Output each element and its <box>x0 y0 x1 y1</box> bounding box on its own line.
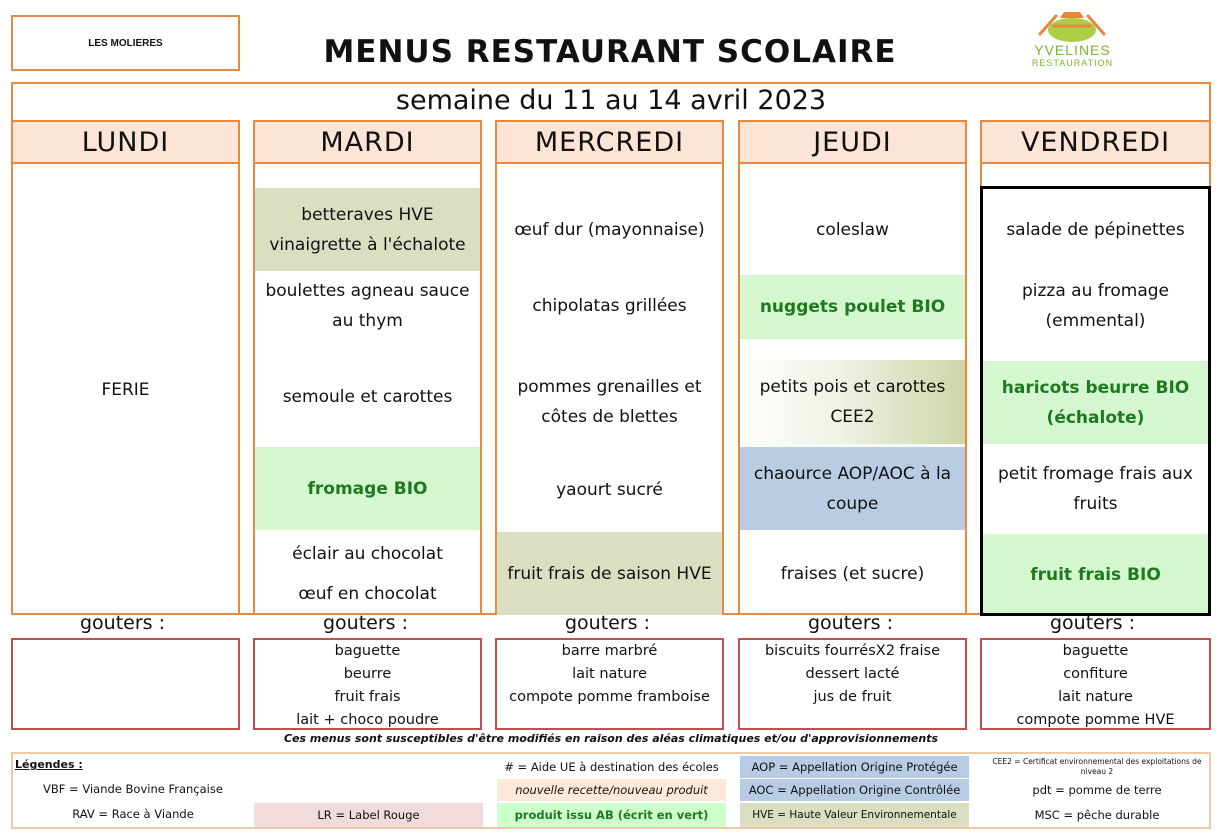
gouter-item: confiture <box>1063 666 1128 682</box>
menu-cell-cheese <box>255 447 480 530</box>
menu-cell-dessert <box>740 532 965 615</box>
logo <box>1010 8 1135 72</box>
menu-text: fruit frais BIO <box>1030 564 1161 585</box>
legend-ab: produit issu AB (écrit en vert) <box>497 803 726 827</box>
menu-cell-cheese <box>497 447 722 532</box>
legend-cee2: CEE2 = Certificat environnemental des exploitations de niveau 2 <box>992 757 1202 776</box>
menu-text: haricots beurre BIO <box>1001 377 1190 398</box>
menu-cell-main <box>497 271 722 341</box>
menu-text: vinaigrette à l'échalote <box>269 234 466 255</box>
menu-text: (échalote) <box>1046 407 1145 428</box>
legend-aop: AOP = Appellation Origine Protégée <box>740 756 969 778</box>
gouter-item: dessert lacté <box>805 666 900 682</box>
menu-text: (emmental) <box>1045 311 1146 331</box>
school-name: LES MOLIERES <box>88 37 163 49</box>
legend-lr: LR = Label Rouge <box>254 803 483 827</box>
menu-cell-main <box>255 271 480 341</box>
gouter-item: beurre <box>343 666 392 682</box>
menu-text: semoule et carottes <box>282 387 453 407</box>
menu-cell-side <box>255 347 480 447</box>
gouter-item: baguette <box>334 643 401 659</box>
logo-subtext: RESTAURATION <box>1031 58 1114 68</box>
week-label: semaine du 11 au 14 avril 2023 <box>395 85 827 116</box>
legend-msc: MSC = pêche durable <box>1034 808 1160 822</box>
menu-cell <box>13 164 238 615</box>
page-title: MENUS RESTAURANT SCOLAIRE <box>323 34 897 70</box>
menu-cell-starter <box>740 188 965 271</box>
legend-aide: # = Aide UE à destination des écoles <box>504 760 719 774</box>
menu-cell-dessert <box>255 532 480 615</box>
menu-text: FERIE <box>101 379 150 400</box>
menu-text: au thym <box>332 311 403 331</box>
day-header: VENDREDI <box>982 122 1209 164</box>
legend-vbf: VBF = Viande Bovine Française <box>43 782 223 796</box>
menu-text: fruit frais de saison HVE <box>507 563 712 584</box>
gouter-item: barre marbré <box>561 643 658 659</box>
legend-aoc: AOC = Appellation Origine Contrôlée <box>740 779 969 801</box>
gouter-item: compote pomme HVE <box>1016 712 1175 728</box>
menu-text: petit fromage frais aux <box>998 463 1193 484</box>
menu-text: fraises (et sucre) <box>780 563 925 584</box>
gouter-item: lait nature <box>572 666 647 682</box>
day-header: LUNDI <box>13 122 238 164</box>
logo-text: YVELINES <box>1034 42 1111 58</box>
day-column-mardi <box>253 120 482 615</box>
gouter-box-mardi <box>253 638 482 730</box>
legend-hve: HVE = Haute Valeur Environnementale <box>740 803 969 827</box>
legend-rav: RAV = Race à Viande <box>72 807 194 821</box>
legend-nouvelle: nouvelle recette/nouveau produit <box>497 779 726 801</box>
gouter-item: biscuits fourrésX2 fraise <box>764 643 941 659</box>
menu-cell-side <box>497 357 722 447</box>
gouter-item: jus de fruit <box>813 689 892 705</box>
menu-text: chaource AOP/AOC à la <box>753 463 952 484</box>
gouter-item: lait + choco poudre <box>296 712 439 728</box>
gouter-label-vendredi: gouters : <box>1050 612 1136 634</box>
menu-text: nuggets poulet BIO <box>759 297 946 317</box>
legend-pdt: pdt = pomme de terre <box>1032 783 1162 797</box>
gouter-label-mercredi: gouters : <box>565 612 651 634</box>
menu-text: petits pois et carottes <box>759 377 946 397</box>
menu-text: éclair au chocolat <box>292 543 443 564</box>
gouter-box-mercredi <box>495 638 724 730</box>
day-column-lundi <box>11 120 240 615</box>
menu-text: boulettes agneau sauce <box>265 281 470 301</box>
menu-text: CEE2 <box>830 407 875 427</box>
day-header: MERCREDI <box>497 122 722 164</box>
menu-cell-cheese <box>740 447 965 530</box>
menu-text: betteraves HVE <box>301 204 434 225</box>
gouter-item: fruit frais <box>334 689 401 705</box>
menu-text: pizza au fromage <box>1021 281 1169 301</box>
menu-text: œuf dur (mayonnaise) <box>514 219 705 240</box>
menu-text: salade de pépinettes <box>1006 219 1185 240</box>
menu-text: fromage BIO <box>307 478 428 499</box>
menu-text: œuf en chocolat <box>298 583 437 604</box>
menu-text: fruits <box>1073 493 1118 514</box>
gouter-box-vendredi <box>980 638 1211 730</box>
gouter-label-mardi: gouters : <box>323 612 409 634</box>
gouter-label-lundi: gouters : <box>80 612 166 634</box>
menu-text: pommes grenailles et <box>517 377 702 397</box>
disclaimer: Ces menus sont susceptibles d'être modifiés en raison des aléas climatiques et/ou d'approvisionnements <box>283 732 939 745</box>
menu-cell-starter <box>255 188 480 271</box>
day-column-jeudi <box>738 120 967 615</box>
legend-title: Légendes : <box>15 758 83 771</box>
day-column-mercredi <box>495 120 724 615</box>
school-name-box <box>11 15 240 71</box>
menu-text: chipolatas grillées <box>532 296 687 316</box>
menu-text: coleslaw <box>816 219 889 240</box>
menu-cell-side <box>740 360 965 444</box>
gouter-box-lundi <box>11 638 240 730</box>
menu-text: côtes de blettes <box>541 407 678 427</box>
menu-text: coupe <box>826 493 879 514</box>
day-header: JEUDI <box>740 122 965 164</box>
menu-text: yaourt sucré <box>556 479 663 500</box>
menu-cell-dessert <box>497 532 722 615</box>
menu-cell-main <box>740 275 965 339</box>
day-header: MARDI <box>255 122 480 164</box>
legend <box>11 752 1211 829</box>
gouter-item: lait nature <box>1058 689 1133 705</box>
gouter-item: compote pomme framboise <box>509 689 710 705</box>
friday-highlight-frame <box>980 186 1211 616</box>
gouter-item: baguette <box>1062 643 1129 659</box>
menu-cell-starter <box>497 188 722 271</box>
gouter-label-jeudi: gouters : <box>808 612 894 634</box>
gouter-box-jeudi <box>738 638 967 730</box>
